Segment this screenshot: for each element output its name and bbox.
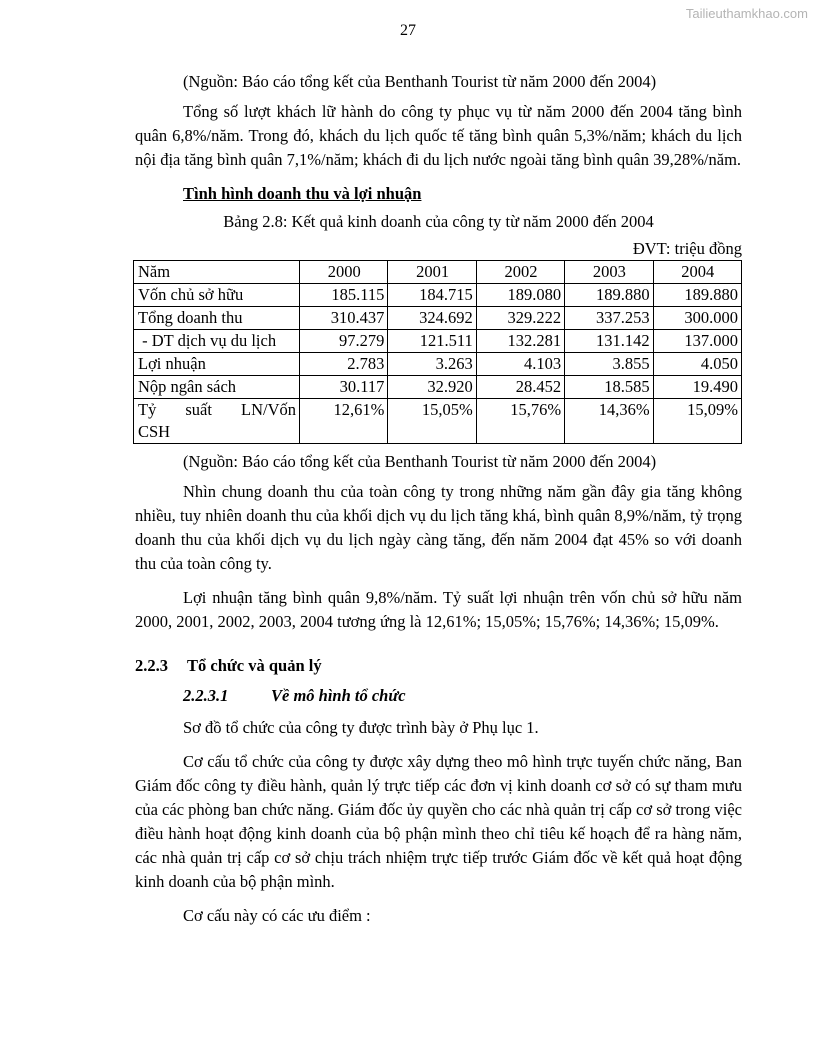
table-cell: 15,09% bbox=[653, 399, 741, 444]
row-label: Nộp ngân sách bbox=[134, 376, 300, 399]
table-cell: 185.115 bbox=[300, 284, 388, 307]
paragraph-profit: Lợi nhuận tăng bình quân 9,8%/năm. Tỷ suất lợi nhuận trên vốn chủ sở hữu năm 2000, 2001, 2002, 2003, 2004 tương ứng là 12,61%; 15,05%; 15,76%; 14,36%; 15,09%. bbox=[135, 588, 742, 631]
section-heading: Tình hình doanh thu và lợi nhuận bbox=[183, 184, 422, 203]
table-cell: 189.080 bbox=[476, 284, 564, 307]
table-header-year: 2004 bbox=[653, 261, 741, 284]
table-cell: 184.715 bbox=[388, 284, 476, 307]
row-label-word: Tỷ bbox=[138, 400, 157, 419]
row-label bbox=[134, 399, 300, 444]
table-caption: Bảng 2.8: Kết quả kinh doanh của công ty từ năm 2000 đến 2004 bbox=[223, 212, 654, 231]
table-cell: 12,61% bbox=[300, 399, 388, 444]
table-cell: 30.117 bbox=[300, 376, 388, 399]
table-cell: 28.452 bbox=[476, 376, 564, 399]
table-cell: 310.437 bbox=[300, 307, 388, 330]
table-cell: 329.222 bbox=[476, 307, 564, 330]
table-cell: 14,36% bbox=[565, 399, 653, 444]
paragraph-revenue: Nhìn chung doanh thu của toàn công ty trong những năm gần đây gia tăng không nhiều, tuy nhiên doanh thu của khối dịch vụ du lịch tăng khá, bình quân 8,9%/năm, tỷ trọng doanh thu của khối dịch vụ du lịch ngày càng tăng, đến năm 2004 đạt 45% so với doanh thu của toàn công ty. bbox=[135, 482, 742, 573]
table-header-row bbox=[134, 261, 742, 284]
table-header-year: 2001 bbox=[388, 261, 476, 284]
table-cell: 189.880 bbox=[565, 284, 653, 307]
section-title: Tổ chức và quản lý bbox=[187, 656, 322, 675]
section-number: 2.2.3 bbox=[135, 656, 168, 675]
table-row bbox=[134, 353, 742, 376]
table-cell: 324.692 bbox=[388, 307, 476, 330]
table-cell: 189.880 bbox=[653, 284, 741, 307]
source-note: (Nguồn: Báo cáo tổng kết của Benthanh Tourist từ năm 2000 đến 2004) bbox=[183, 452, 657, 471]
table-header-label: Năm bbox=[134, 261, 300, 284]
table-row bbox=[134, 284, 742, 307]
paragraph-advantages: Cơ cấu này có các ưu điểm : bbox=[183, 906, 371, 925]
subsection-number: 2.2.3.1 bbox=[183, 686, 229, 705]
table-row bbox=[134, 330, 742, 353]
table-cell: 19.490 bbox=[653, 376, 741, 399]
section-heading-2-2-3 bbox=[135, 654, 742, 678]
row-label-word: LN/Vốn bbox=[241, 400, 296, 419]
table-header-year: 2003 bbox=[565, 261, 653, 284]
page-number: 27 bbox=[400, 22, 416, 39]
business-results-table bbox=[133, 260, 742, 444]
table-cell: 2.783 bbox=[300, 353, 388, 376]
table-cell: 97.279 bbox=[300, 330, 388, 353]
table-cell: 4.103 bbox=[476, 353, 564, 376]
table-cell: 137.000 bbox=[653, 330, 741, 353]
table-cell: 3.855 bbox=[565, 353, 653, 376]
row-label-line2: CSH bbox=[138, 422, 171, 441]
paragraph-visitors: Tổng số lượt khách lữ hành do công ty phục vụ từ năm 2000 đến 2004 tăng bình quân 6,8%/năm. Trong đó, khách du lịch quốc tế tăng bình quân 5,3%/năm; khách du lịch nội địa tăng bình quân 7,1%/năm; khách đi du lịch nước ngoài tăng bình quân 39,28%/năm. bbox=[135, 102, 742, 169]
table-row bbox=[134, 376, 742, 399]
table-unit: ĐVT: triệu đồng bbox=[632, 239, 742, 258]
row-label: Tổng doanh thu bbox=[134, 307, 300, 330]
paragraph-org-structure: Cơ cấu tổ chức của công ty được xây dựng theo mô hình trực tuyến chức năng, Ban Giám đốc công ty điều hành, quản lý trực tiếp các đơn vị kinh doanh cơ sở có sự tham mưu của các phòng ban chức năng. Giám đốc ủy quyền cho các nhà quản trị cấp cơ sở trong việc điều hành hoạt động kinh doanh của bộ phận mình theo chỉ tiêu kế hoạch để ra hàng năm, các nhà quản trị cấp cơ sở chịu trách nhiệm trực tiếp trước Giám đốc về kết quả hoạt động kinh doanh của bộ phận mình. bbox=[135, 752, 742, 891]
row-label: Vốn chủ sở hữu bbox=[134, 284, 300, 307]
table-cell: 15,76% bbox=[476, 399, 564, 444]
subsection-heading-2-2-3-1 bbox=[135, 684, 742, 708]
watermark: Tailieuthamkhao.com bbox=[685, 6, 808, 21]
table-cell: 121.511 bbox=[388, 330, 476, 353]
table-cell: 3.263 bbox=[388, 353, 476, 376]
table-cell: 4.050 bbox=[653, 353, 741, 376]
table-row bbox=[134, 307, 742, 330]
row-label-word: suất bbox=[185, 400, 212, 419]
document-body bbox=[135, 70, 742, 938]
table-cell: 300.000 bbox=[653, 307, 741, 330]
table-cell: 337.253 bbox=[565, 307, 653, 330]
table-header-year: 2000 bbox=[300, 261, 388, 284]
paragraph-org-chart: Sơ đồ tổ chức của công ty được trình bày ở Phụ lục 1. bbox=[183, 718, 539, 737]
table-cell: 18.585 bbox=[565, 376, 653, 399]
table-cell: 15,05% bbox=[388, 399, 476, 444]
table-cell: 131.142 bbox=[565, 330, 653, 353]
subsection-title: Về mô hình tổ chức bbox=[271, 686, 406, 705]
row-label: Lợi nhuận bbox=[134, 353, 300, 376]
table-header-year: 2002 bbox=[476, 261, 564, 284]
table-cell: 132.281 bbox=[476, 330, 564, 353]
source-note: (Nguồn: Báo cáo tổng kết của Benthanh Tourist từ năm 2000 đến 2004) bbox=[183, 72, 657, 91]
row-label: - DT dịch vụ du lịch bbox=[134, 330, 300, 353]
table-cell: 32.920 bbox=[388, 376, 476, 399]
table-row-ratio bbox=[134, 399, 742, 444]
